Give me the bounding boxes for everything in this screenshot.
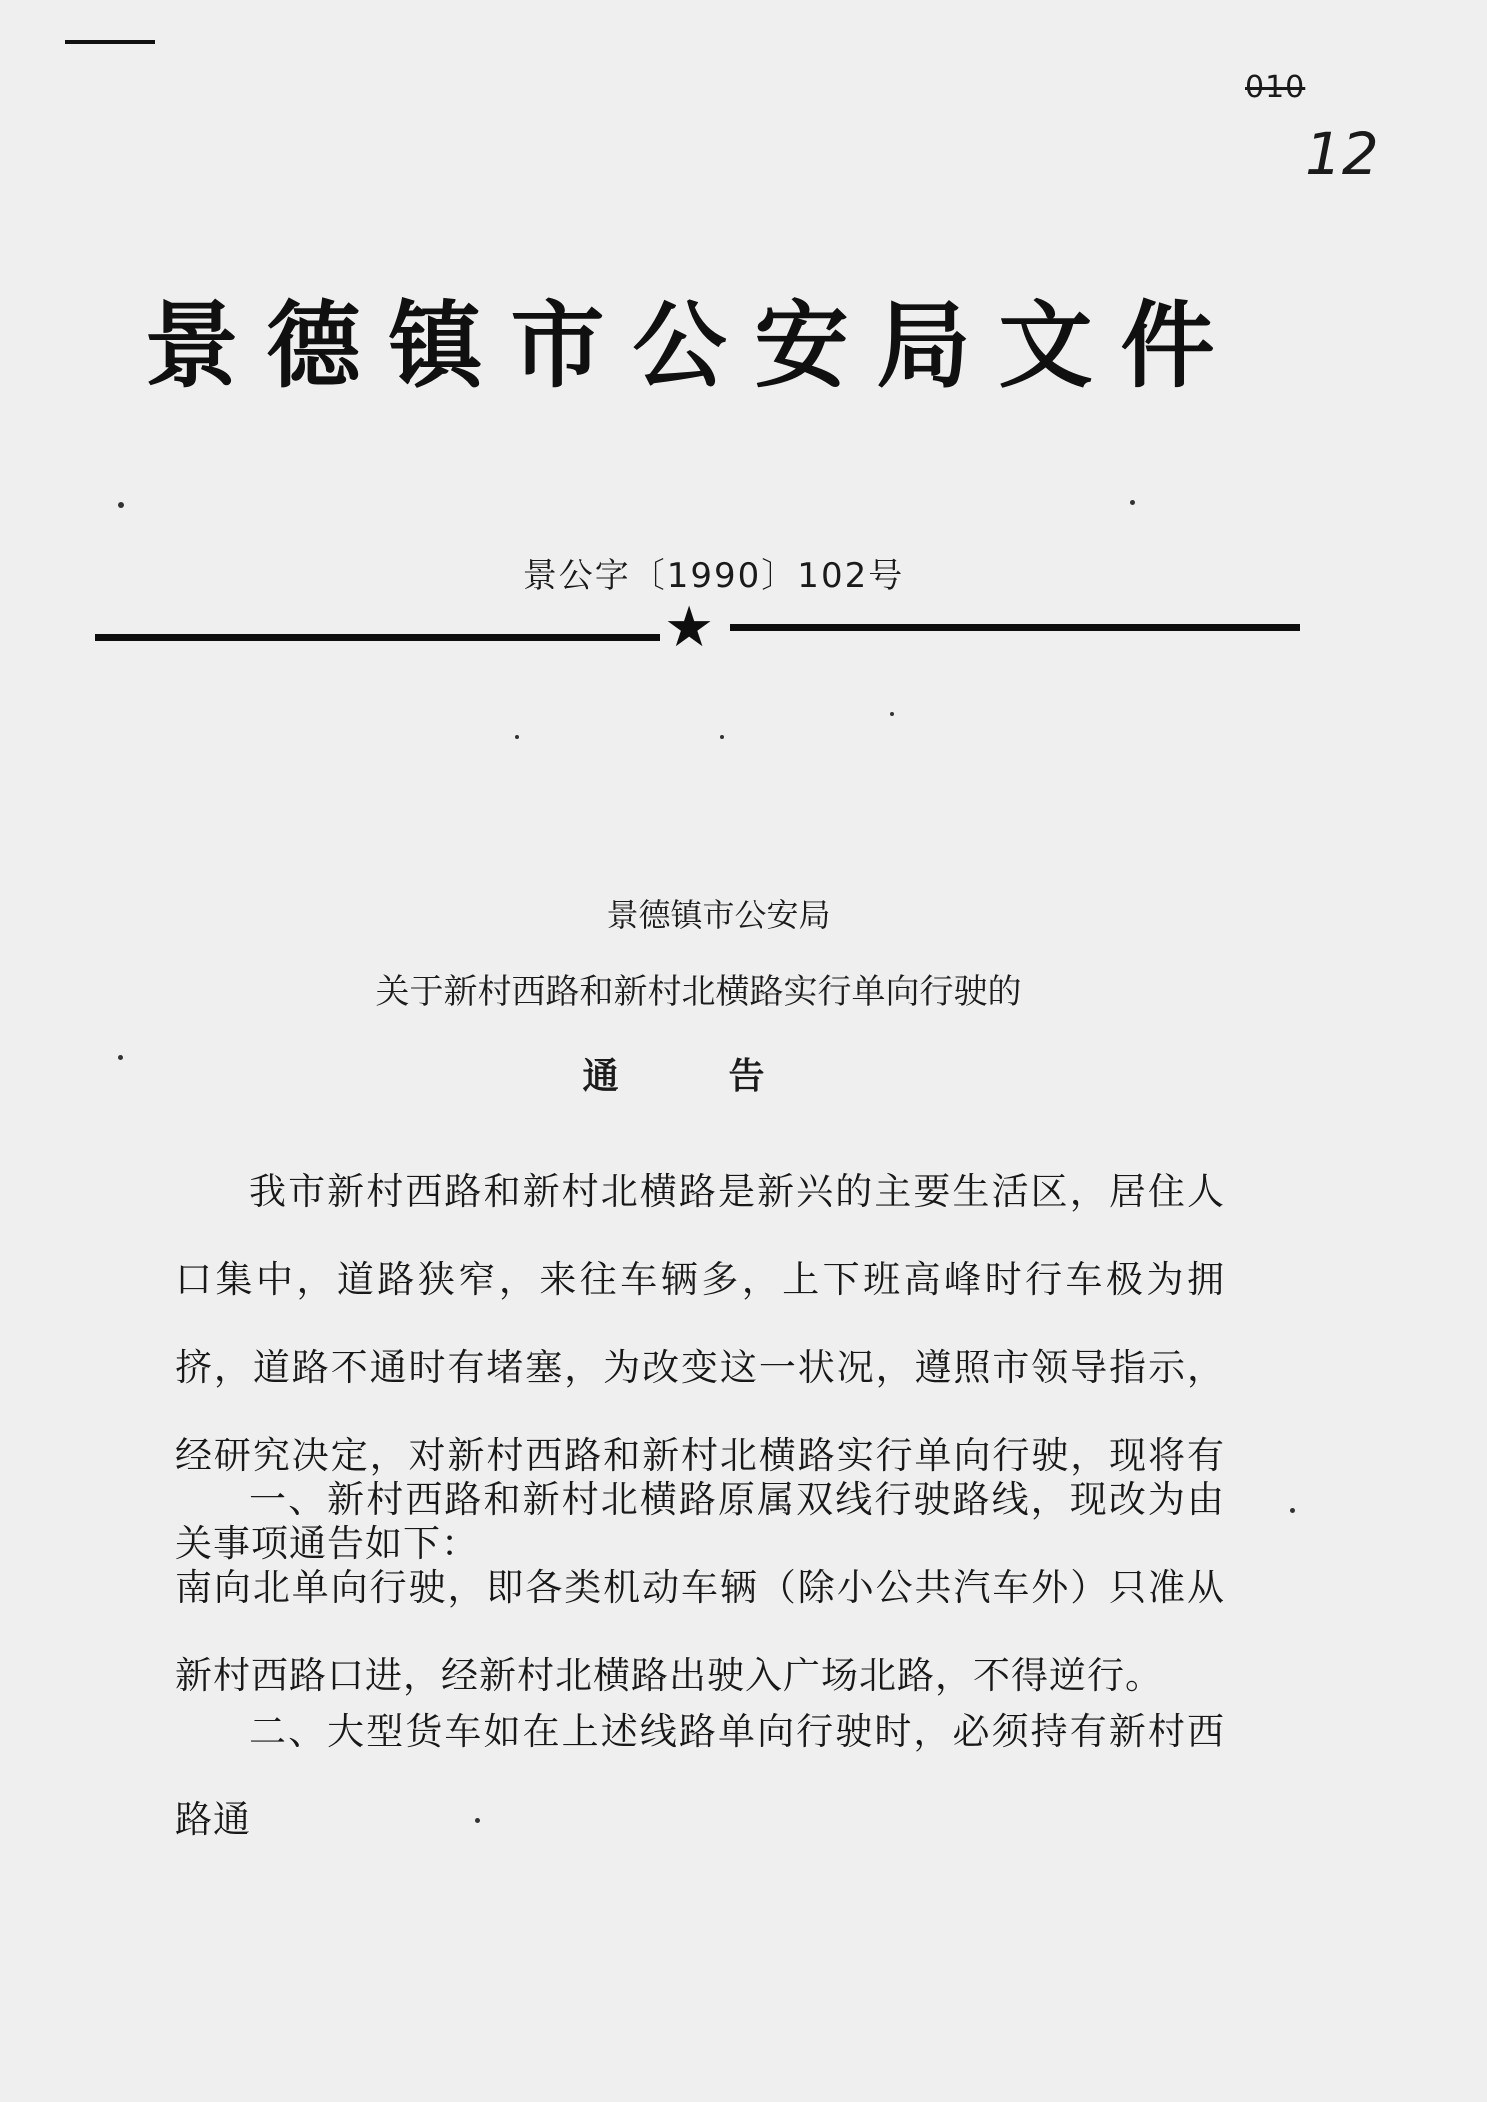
archive-code: 010 [1245,70,1306,105]
scan-speck [720,735,724,739]
body-paragraph: 我市新村西路和新村北横路是新兴的主要生活区，居住人口集中，道路狭窄，来往车辆多，上下班高峰时行车极为拥挤，道路不通时有堵塞，为改变这一状况，遵照市领导指示，经研究决定，对新村西路和新村北横路实行单向行驶，现将有关事项通告如下： [175,1170,1225,1565]
archive-page-number: 12 [1305,120,1379,188]
scan-speck [118,502,124,508]
scan-speck [475,1818,480,1823]
scan-speck [1130,500,1135,505]
body-paragraph: 一、新村西路和新村北横路原属双线行驶路线，现改为由南向北单向行驶，即各类机动车辆（除小公共汽车外）只准从新村西路口进，经新村北横路出驶入广场北路，不得逆行。 [175,1478,1225,1697]
document-header-org: 景德镇市公安局文件 [144,291,1243,401]
scan-speck [515,735,519,739]
notice-title: 通告 [582,1056,875,1097]
header-rule-left [95,634,660,641]
body-paragraph: 二、大型货车如在上述线路单向行驶时，必须持有新村西路通 [175,1710,1225,1841]
scan-speck [118,1055,123,1060]
scan-speck [890,712,894,716]
header-rule-right [730,624,1300,631]
star-icon: ★ [664,595,715,660]
scan-speck [1290,1508,1295,1513]
document-number: 景公字〔1990〕102号 [522,556,905,596]
corner-dash-mark [65,40,155,44]
notice-issuer: 景德镇市公安局 [606,896,831,934]
notice-subject: 关于新村西路和新村北横路实行单向行驶的 [375,972,1022,1012]
